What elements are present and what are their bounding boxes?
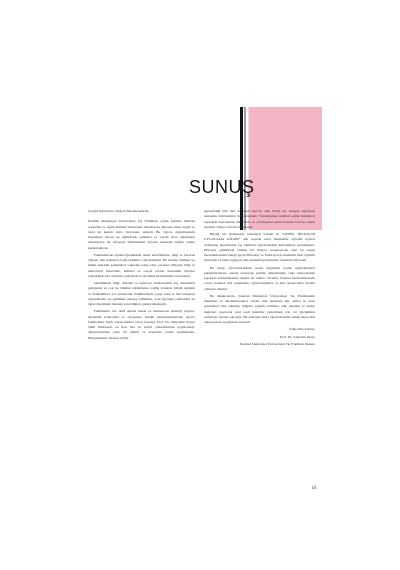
body-paragraph: Fakültemizde eğitim-öğretimdeki temel hedeflerimiz, bilgi ve becerisi yüksek, etik değerlere bağlı hekimler yetiştirmektir. Bu sunum, bilimsel ve klinik alandaki gelişmeleri yakından takip eden, evrensel düzeyde bilgi ve teknolojiyi üretebilen, kültürel ve sosyal açıdan donanımlı bireyler yetiştirmek için ortamları sağlamak da öncelikli hedeflerimiz arasındadır. — [88, 252, 195, 278]
body-paragraph: Günümüzde bilgi, iletişim ve teknoloji alanlarındaki baş döndürücü gelişmeler en çok tıp bilimini etkilemekte, sağlık alanında büyük değişim ve dönüşümlere yol açmaktadır. Fakültemizde yapay zekâ ve ileri teknoloji uygulamaları tıp eğitimine entegre edilmekte, yeni öğrenme yöntemleri ile öğrencilerimizin mesleki yeterlilikleri geliştirilmektedir. — [88, 281, 195, 306]
right-column — [204, 209, 315, 349]
signature-name: Prof. Dr. Sadrettin Pençe — [280, 334, 315, 339]
body-paragraph: Fakültemiz, her türlü alanda ulusal ve uluslararası işbirliği yapıyor, akademik kadrosunu ve altyapısını sürekli güçlendirmektedir. Ayrıca fakültemize bağlı olarak hizmet veren Göztepe Prof. Dr. Süleyman Yalçın Şehir Hastanesi, en ileri tanı ve tedavi yöntemlerinin uygulandığı, öğrencilerimize eşsiz bir eğitim ve araştırma ortamı sunmaktadır. Hastanemizde modern tıbbın — [88, 309, 195, 340]
left-column — [88, 209, 195, 343]
body-paragraph: Büyük bir mutlulukla belirtmek isterim ki "GENEL HİSTOLOJİ UYGULAMA KİTABI" adlı kaynak eseri fakültemiz öğretim üyeleri tarafından hazırlanmış, tıp fakültesi öğrencilerinin kullanımına sunulmuştur. Histoloji eğitiminde önemli bir ihtiyacı karşılayacak olan bu eserin hazırlanmasında emeği geçen Histoloji ve Embriyoloji Anabilim Dalı öğretim üyelerine ve katkı sağlayan tüm akademisyenlerimize teşekkür ediyorum. — [204, 232, 315, 263]
greeting: Sevgili Öğrenciler, Değerli Meslektaşlarım, — [88, 209, 150, 213]
body-paragraph: gerektirdiği tüm ileri donanım mevcut olup tıbbın her branşını kapsayan uzmanlık birimlerimiz bulunmaktadır. Sunduğumuz nitelikli sağlık hizmetleri sayesinde hastanemiz, ülkemizde ve yurtdışından gelen hastalar için bir çekim merkezi olmaya devam etmektedir. — [204, 209, 315, 229]
body-paragraph: Bu düşüncelerle, İstanbul Medeniyet Üniversitesi Tıp Fakültesinin hekimleri ve akademisyenleri olarak, tüm insanlara ilgi, şefkat ve özen göstermeyi ilke edinmiş, bilginin ışığında bilimsel, etik, mesleki ve insani değerleri yaşatacak yeni nesil hekimler yetiştirmek için var gücümüzle çalışmaya devam edeceğiz. Bu anlayışla başta öğrencilerimiz olmak üzere tüm okuyuculara saygılarımı sunarım. — [204, 293, 315, 324]
body-paragraph: Bu kitap, öğrencilerimizin teorik bilgilerini pratik uygulamalarla pekiştirmelerine olanak tanıyacak şekilde düzenlenmiş olup, mikroskobik yapıların anlaşılmasında değerli bir rehber olacaktır. Kitabın hazırlanmasında ortaya konulan titiz çalışmanın, öğrencilerimize ve tüm okuyuculara faydalı olmasını dilerim. — [204, 265, 315, 291]
signature-title: İstanbul Medeniyet Üniversitesi Tıp Fakültesi Dekanı — [239, 341, 315, 346]
body-paragraph: İstanbul Medeniyet Üniversitesi Tıp Fakültesi, sağlık eğitimi, bilimsel araştırma ve sağlık hizmeti alanlarında uluslararası düzeyde etkin, örgün ve öncü bir kurum olma vizyonuna sahiptir. Bu vizyon doğrultusunda mezuniyet öncesi tıp eğitiminde yenilikçi ve yaşam boyu öğrenmeyi destekleyen bir anlayışla fakültemizin öğrenci merkezli eğitim ortamı kurulmaktadır. — [88, 219, 195, 250]
signoff: Sağlıcakla kalınız, — [289, 327, 315, 332]
page-number: iii — [312, 486, 317, 491]
page-title: SUNUŞ — [189, 177, 255, 197]
